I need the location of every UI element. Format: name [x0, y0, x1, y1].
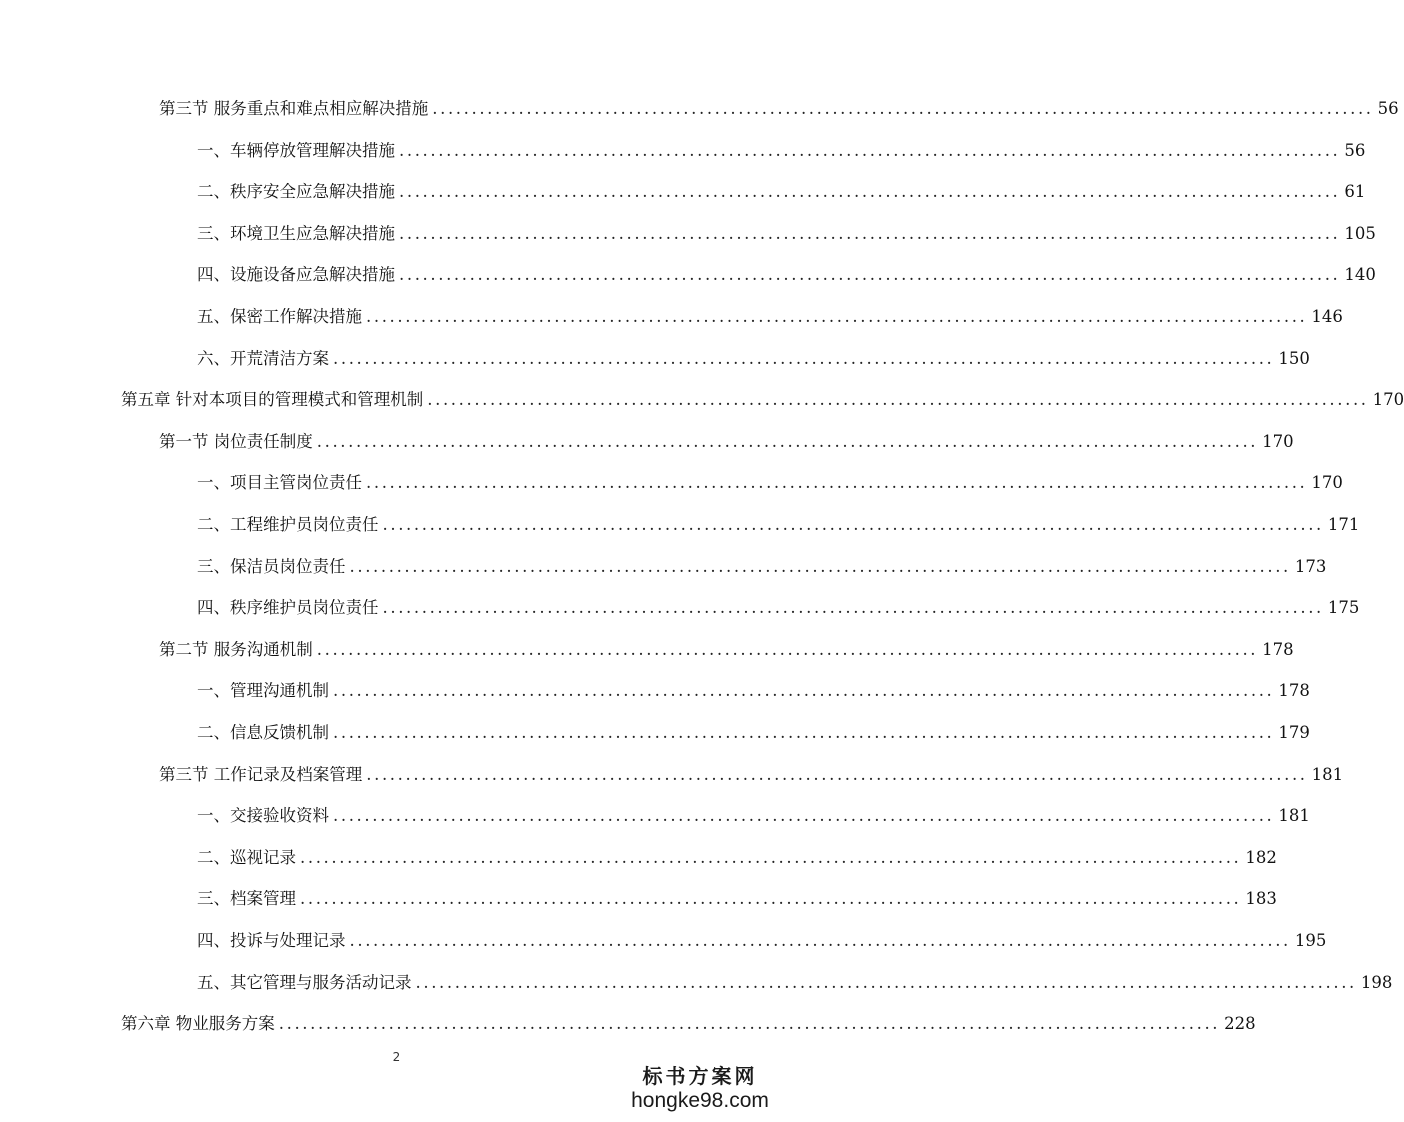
toc-entry-page: 170	[1311, 473, 1343, 493]
dot-leader: ........................................................................................................................	[382, 598, 1324, 618]
toc-entry[interactable]	[197, 595, 1360, 621]
dot-leader: ........................................................................................................................	[300, 889, 1242, 909]
toc-entry[interactable]	[197, 928, 1327, 954]
watermark-url: hongke98.com	[631, 1089, 769, 1112]
dot-leader: ........................................................................................................................	[399, 265, 1341, 285]
toc-entry-page: 61	[1344, 182, 1366, 202]
toc-entry-page: 181	[1278, 806, 1310, 826]
toc-entry-page: 182	[1245, 847, 1277, 867]
toc-entry-page: 198	[1360, 972, 1393, 992]
dot-leader: ........................................................................................................................	[349, 931, 1291, 950]
toc-entry-page: 146	[1311, 307, 1343, 326]
dot-leader: ........................................................................................................................	[415, 972, 1357, 992]
toc-entry[interactable]	[159, 637, 1294, 663]
toc-entry-page: 179	[1278, 723, 1310, 742]
toc-entry-page: 181	[1311, 764, 1344, 784]
toc-entry[interactable]	[197, 678, 1310, 704]
toc-entry[interactable]	[121, 387, 1404, 413]
toc-entry[interactable]	[197, 803, 1310, 829]
toc-entry[interactable]	[197, 346, 1310, 372]
dot-leader: ........................................................................................................................	[300, 847, 1242, 867]
toc-entry-page: 56	[1377, 99, 1399, 118]
toc-entry-page: 173	[1294, 556, 1327, 576]
toc-entry-page: 105	[1344, 223, 1376, 243]
toc-entry[interactable]	[197, 262, 1376, 288]
toc-entry-title: 第三节 服务重点和难点相应解决措施	[159, 99, 429, 118]
dot-leader: ........................................................................................................................	[366, 307, 1308, 326]
toc-entry[interactable]	[197, 970, 1393, 996]
toc-entry-title: 二、巡视记录	[197, 847, 296, 867]
toc-entry-page: 175	[1327, 598, 1360, 618]
dot-leader: ........................................................................................................................	[427, 390, 1369, 410]
toc-entry-title: 四、秩序维护员岗位责任	[197, 598, 379, 618]
toc-entry[interactable]	[121, 1011, 1256, 1037]
toc-entry-page: 178	[1262, 639, 1294, 659]
toc-entry-page: 170	[1262, 431, 1294, 451]
toc-entry[interactable]	[159, 762, 1344, 788]
dot-leader: ........................................................................................................................	[333, 348, 1275, 368]
dot-leader: ........................................................................................................................	[278, 1014, 1221, 1034]
toc-entry-title: 三、保洁员岗位责任	[197, 556, 346, 576]
toc-entry-title: 第六章 物业服务方案	[121, 1014, 275, 1034]
dot-leader: ........................................................................................................................	[432, 99, 1374, 118]
toc-entry-page: 171	[1327, 515, 1360, 534]
toc-entry-title: 第五章 针对本项目的管理模式和管理机制	[121, 390, 424, 410]
toc-entry-page: 183	[1245, 889, 1277, 909]
page-number: 2	[392, 1050, 401, 1064]
toc-entry-title: 二、信息反馈机制	[197, 723, 329, 742]
toc-entry-page: 56	[1344, 140, 1366, 160]
dot-leader: ........................................................................................................................	[349, 556, 1291, 576]
toc-entry-title: 一、车辆停放管理解决措施	[197, 140, 395, 160]
dot-leader: ........................................................................................................................	[399, 182, 1341, 202]
toc-entry[interactable]	[159, 429, 1294, 455]
toc-entry-page: 178	[1278, 681, 1310, 701]
toc-entry-title: 五、保密工作解决措施	[197, 307, 362, 326]
toc-entry-page: 228	[1224, 1014, 1256, 1034]
toc-entry[interactable]	[197, 720, 1310, 746]
dot-leader: ........................................................................................................................	[316, 639, 1259, 659]
dot-leader: ........................................................................................................................	[333, 723, 1275, 742]
toc-entry[interactable]	[197, 845, 1277, 871]
watermark-chinese: 标书方案网	[642, 1064, 758, 1088]
toc-entry-title: 一、项目主管岗位责任	[197, 473, 362, 493]
toc-entry[interactable]	[197, 470, 1343, 496]
dot-leader: ........................................................................................................................	[333, 681, 1275, 701]
toc-entry[interactable]	[197, 512, 1360, 538]
toc-entry-title: 五、其它管理与服务活动记录	[197, 972, 412, 992]
toc-entry[interactable]	[197, 138, 1366, 164]
dot-leader: ........................................................................................................................	[366, 764, 1308, 784]
toc-entry-page: 150	[1278, 348, 1310, 368]
toc-entry-page: 140	[1344, 265, 1376, 285]
toc-entry-title: 一、管理沟通机制	[197, 681, 329, 701]
toc-entry-title: 三、档案管理	[197, 889, 296, 909]
dot-leader: ........................................................................................................................	[366, 473, 1308, 493]
toc-entry-title: 第二节 服务沟通机制	[159, 639, 313, 659]
toc-entry-title: 三、环境卫生应急解决措施	[197, 223, 395, 243]
toc-entry[interactable]	[159, 96, 1399, 122]
toc-entry-title: 六、开荒清洁方案	[197, 348, 329, 368]
dot-leader: ........................................................................................................................	[382, 515, 1324, 534]
toc-entry[interactable]	[197, 886, 1277, 912]
dot-leader: ........................................................................................................................	[316, 431, 1259, 451]
toc-entry[interactable]	[197, 304, 1343, 330]
toc-entry-page: 170	[1372, 390, 1404, 410]
dot-leader: ........................................................................................................................	[333, 806, 1275, 826]
toc-entry-title: 二、秩序安全应急解决措施	[197, 182, 395, 202]
toc-entry[interactable]	[197, 179, 1366, 205]
toc-entry-title: 一、交接验收资料	[197, 806, 329, 826]
dot-leader: ........................................................................................................................	[399, 140, 1341, 160]
watermark	[625, 1064, 775, 1114]
toc-entry-title: 第一节 岗位责任制度	[159, 431, 313, 451]
dot-leader: ........................................................................................................................	[399, 223, 1341, 243]
toc-entry-title: 第三节 工作记录及档案管理	[159, 764, 363, 784]
toc-entry-title: 二、工程维护员岗位责任	[197, 515, 379, 534]
toc-entry[interactable]	[197, 221, 1376, 247]
toc-entry-page: 195	[1294, 931, 1327, 950]
toc-entry-title: 四、投诉与处理记录	[197, 931, 346, 950]
toc-entry-title: 四、设施设备应急解决措施	[197, 265, 395, 285]
toc-entry[interactable]	[197, 554, 1327, 580]
